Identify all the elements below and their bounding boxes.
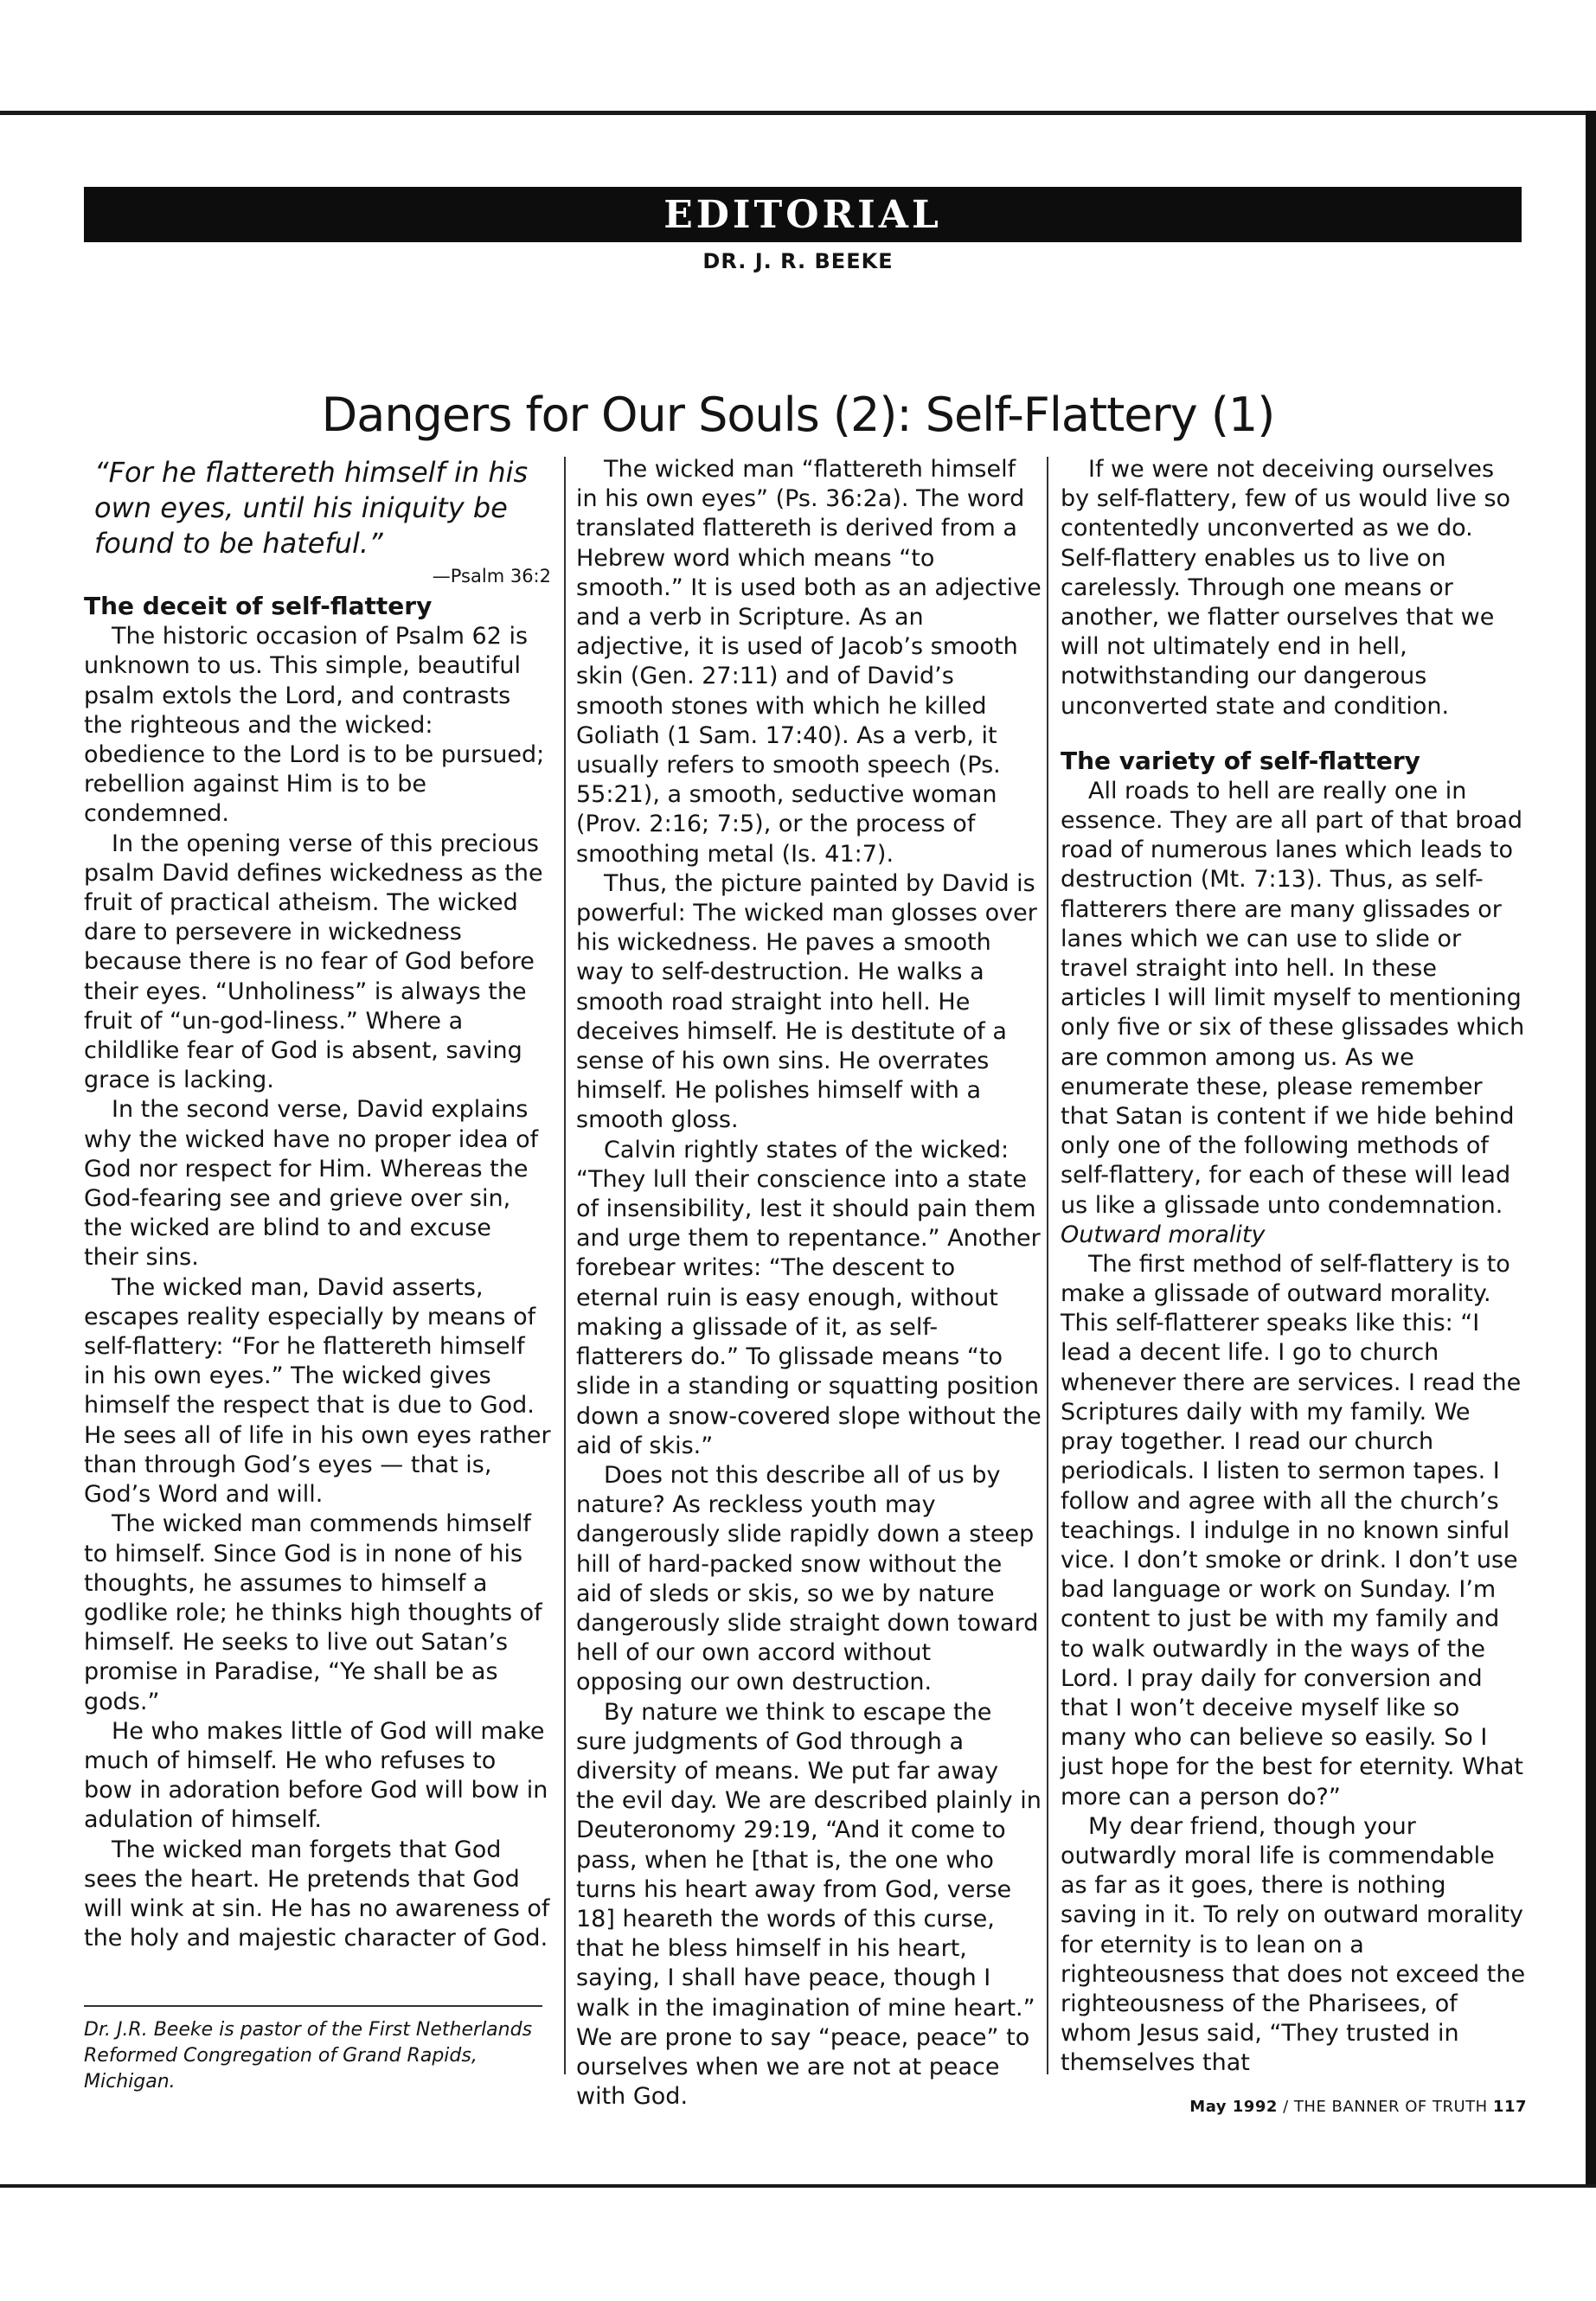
- column-divider: [1047, 457, 1048, 2074]
- author-byline: DR. J. R. BEEKE: [702, 249, 894, 273]
- epigraph: “For he flattereth himself in his own eyes, until his iniquity be found to be hateful.”: [94, 456, 529, 560]
- page-number: 117: [1492, 2098, 1527, 2116]
- top-rule: [0, 111, 1596, 115]
- page-footer: [1189, 2098, 1527, 2116]
- paragraph: Calvin rightly states of the wicked: “They lull their conscience into a state of insensibility, lest it should pain them and urge them to repentance.” Another forebear writes: “The descent to eternal ruin is easy enough, without making a glissade of it, as self-flatterers do.” To glissade means “to slide in a standing or squatting position down a snow-covered slope without the aid of skis.”: [576, 1136, 1042, 1459]
- paragraph: By nature we think to escape the sure judgments of God through a diversity of means. We put far away the evil day. We are described plainly in Deuteronomy 29:19, “And it come to pass, when he [that is, the one who turns his heart away from God, verse 18] heareth the words of this curse, that he bless himself in his heart, saying, I shall have peace, though I walk in the imagination of mine heart.” We are prone to say “peace, peace” to ourselves when we are not at peace with God.: [576, 1698, 1042, 2111]
- subheading: Outward morality: [1061, 1221, 1266, 1248]
- paragraph: The wicked man, David asserts, escapes reality especially by means of self-flattery: “For he flattereth himself in his own eyes.” The wicked gives himself the respect that is due to God. He sees all of life in his own eyes rather than through God’s eyes — that is, God’s Word and will.: [84, 1273, 551, 1509]
- section-heading: The deceit of self-flattery: [84, 592, 433, 621]
- column-1: [84, 455, 551, 2095]
- paragraph: In the second verse, David explains why the wicked have no proper idea of God nor respect for Him. Whereas the God-fearing see and grieve over sin, the wicked are blind to and excuse their sins.: [84, 1096, 539, 1272]
- column-3: [1061, 455, 1528, 2079]
- issue-date: May 1992: [1189, 2098, 1278, 2116]
- column-divider: [564, 457, 566, 2074]
- section-heading: The variety of self-flattery: [1061, 746, 1420, 775]
- paragraph: The wicked man commends himself to himself. Since God is in none of his thoughts, he assumes to himself a godlike role; he thinks high thoughts of himself. He seeks to live out Satan’s promise in Paradise, “Ye shall be as gods.”: [84, 1510, 542, 1715]
- paragraph: My dear friend, though your outwardly moral life is commendable as far as it goes, there is nothing saving in it. To rely on outward morality for eternity is to lean on a righteousness that does not exceed the righteousness of the Pharisees, of whom Jesus said, “They trusted in themselves that: [1061, 1812, 1526, 2077]
- paragraph: Does not this describe all of us by nature? As reckless youth may dangerously slide rapidly down a steep hill of hard-packed snow without the aid of sleds or skis, so we by nature dangerously slide straight down toward hell of our own accord without opposing our own destruction.: [576, 1461, 1039, 1696]
- publication-name: / THE BANNER OF TRUTH: [1283, 2098, 1488, 2116]
- epigraph-reference: —Psalm 36:2: [432, 566, 551, 586]
- paragraph: He who makes little of God will make much of himself. He who refuses to bow in adoration before God will bow in adulation of himself.: [84, 1717, 548, 1834]
- bottom-rule: [0, 2184, 1596, 2188]
- paragraph: The historic occasion of Psalm 62 is unknown to us. This simple, beautiful psalm extols the Lord, and contrasts the righteous and the wicked: obedience to the Lord is to be pursued; rebellion against Him is to be condemned.: [84, 623, 545, 828]
- column-2: [576, 455, 1043, 2112]
- article-title: Dangers for Our Souls (2): Self-Flattery (1): [321, 388, 1275, 442]
- author-note-divider: [84, 2005, 542, 2007]
- paragraph: In the opening verse of this precious psalm David defines wickedness as the fruit of practical atheism. The wicked dare to persevere in wickedness because there is no fear of God before their eyes. “Unholiness” is always the fruit of “un-god-liness.” Where a childlike fear of God is absent, saving grace is lacking.: [84, 830, 543, 1094]
- paragraph: The wicked man “flattereth himself in his own eyes” (Ps. 36:2a). The word translated flattereth is derived from a Hebrew word which means “to smooth.” It is used both as an adjective and a verb in Scripture. As an adjective, it is used of Jacob’s smooth skin (Gen. 27:11) and of David’s smooth stones with which he killed Goliath (1 Sam. 17:40). As a verb, it usually refers to smooth speech (Ps. 55:21), a smooth, seductive woman (Prov. 2:16; 7:5), or the process of smoothing metal (Is. 41:7).: [576, 456, 1042, 868]
- section-banner: EDITORIAL: [84, 187, 1522, 242]
- author-note: Dr. J.R. Beeke is pastor of the First Netherlands Reformed Congregation of Grand Rapids, Michigan.: [84, 2019, 533, 2093]
- paragraph: Thus, the picture painted by David is powerful: The wicked man glosses over his wickedness. He paves a smooth way to self-destruction. He walks a smooth road straight into hell. He deceives himself. He is destitute of a sense of his own sins. He overrates himself. He polishes himself with a smooth gloss.: [576, 869, 1037, 1134]
- paragraph: All roads to hell are really one in essence. They are all part of that broad road of numerous lanes which leads to destruction (Mt. 7:13). Thus, as self-flatterers there are many glissades or lanes which we can use to slide or travel straight into hell. In these articles I will limit myself to mentioning only five or six of these glissades which are common among us. As we enumerate these, please remember that Satan is content if we hide behind only one of the following methods of self-flattery, for each of these will lead us like a glissade unto condemnation.: [1061, 777, 1525, 1219]
- paragraph: The first method of self-flattery is to make a glissade of outward morality. This self-flatterer speaks like this: “I lead a decent life. I go to church whenever there are services. I read the Scriptures daily with my family. We pray together. I read our church periodicals. I listen to sermon tapes. I follow and agree with all the church’s teachings. I indulge in no known sinful vice. I don’t smoke or drink. I don’t use bad language or work on Sunday. I’m content to just be with my family and to walk outwardly in the ways of the Lord. I pray daily for conversion and that I won’t deceive myself like so many who can believe so easily. So I just hope for the best for eternity. What more can a person do?”: [1061, 1250, 1523, 1811]
- paragraph: The wicked man forgets that God sees the heart. He pretends that God will wink at sin. He has no awareness of the holy and majestic character of God.: [84, 1836, 550, 1952]
- paragraph: If we were not deceiving ourselves by self-flattery, few of us would live so contentedly unconverted as we do. Self-flattery enables us to live on carelessly. Through one means or another, we flatter ourselves that we will not ultimately end in hell, notwithstanding our dangerous unconverted state and condition.: [1061, 456, 1511, 720]
